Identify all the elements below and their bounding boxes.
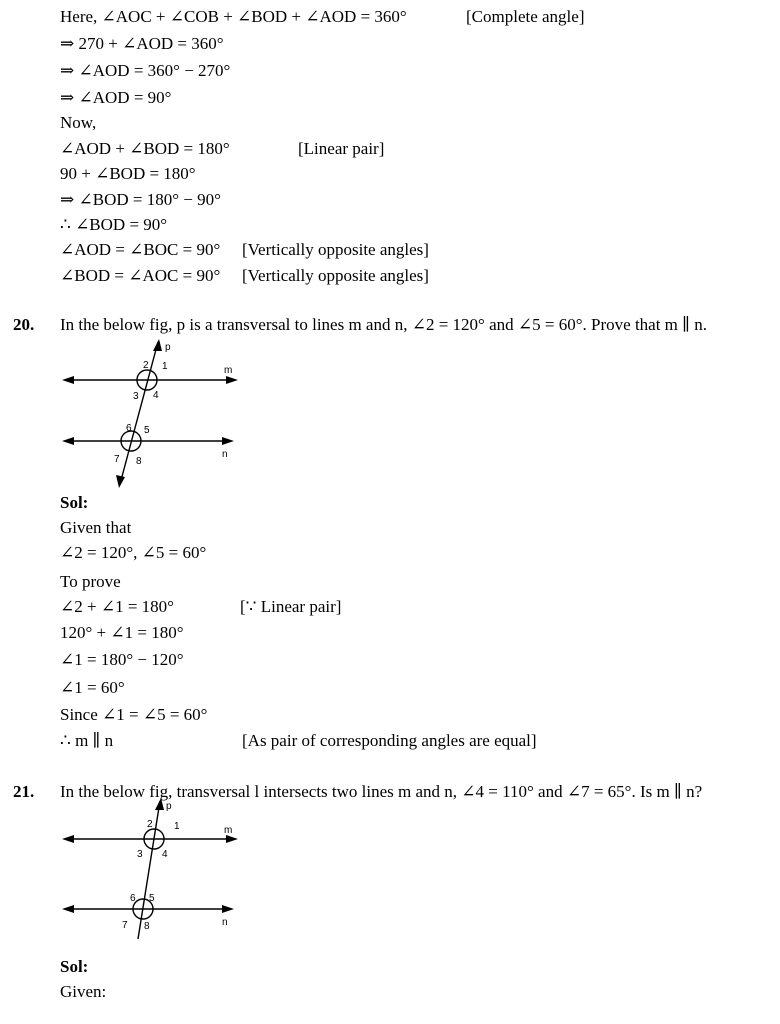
angle-label: 3 xyxy=(137,849,143,860)
angle-label: 7 xyxy=(122,920,128,931)
arrowhead xyxy=(222,905,234,913)
arrowhead xyxy=(222,437,234,445)
step-line: 90 + ∠BOD = 180° xyxy=(60,164,196,183)
label-n: n xyxy=(222,917,228,928)
step-reason: [Vertically opposite angles] xyxy=(242,240,429,259)
angle-label: 4 xyxy=(162,849,168,860)
arrowhead xyxy=(226,835,238,843)
question-number: 20. xyxy=(13,315,35,334)
step-reason: [∵ Linear pair] xyxy=(240,597,342,616)
step-line: ⇒ ∠BOD = 180° − 90° xyxy=(60,190,221,209)
step-reason: [As pair of corresponding angles are equal] xyxy=(242,731,537,750)
angle-label: 6 xyxy=(130,893,136,904)
angle-label: 8 xyxy=(144,921,150,932)
arrowhead xyxy=(62,835,74,843)
step-line: To prove xyxy=(60,572,121,591)
arrowhead xyxy=(62,905,74,913)
step-line: ∠2 = 120°, ∠5 = 60° xyxy=(60,543,207,562)
angle-label: 1 xyxy=(174,821,180,832)
step-line: ∠BOD = ∠AOC = 90° xyxy=(60,266,221,285)
step-reason: [Vertically opposite angles] xyxy=(242,266,429,285)
step-line: ∴ m ∥ n xyxy=(60,731,114,750)
arrowhead xyxy=(116,475,125,488)
step-line: Here, ∠AOC + ∠COB + ∠BOD + ∠AOD = 360° xyxy=(60,7,407,26)
arrowhead xyxy=(155,798,164,810)
step-line: ⇒ ∠AOD = 90° xyxy=(60,88,172,107)
label-m: m xyxy=(224,825,233,836)
angle-label: 7 xyxy=(114,454,120,465)
angle-label: 5 xyxy=(144,425,150,436)
angle-label: 2 xyxy=(147,819,153,830)
step-line: ⇒ ∠AOD = 360° − 270° xyxy=(60,61,231,80)
step-line: 120° + ∠1 = 180° xyxy=(60,623,184,642)
angle-label: 6 xyxy=(126,423,132,434)
transversal-figure xyxy=(58,338,248,490)
angle-label: 2 xyxy=(143,360,149,371)
step-line: ∠AOD + ∠BOD = 180° xyxy=(60,139,230,158)
step-reason: [Linear pair] xyxy=(298,139,385,158)
step-reason: [Complete angle] xyxy=(466,7,585,26)
angle-label: 1 xyxy=(162,361,168,372)
step-line: ∠AOD = ∠BOC = 90° xyxy=(60,240,221,259)
angle-label: 4 xyxy=(153,390,159,401)
arrowhead xyxy=(62,376,74,384)
label-n: n xyxy=(222,449,228,460)
question-text: In the below fig, transversal l intersects two lines m and n, ∠4 = 110° and ∠7 = 65°. Is m ∥ n? xyxy=(60,782,703,801)
step-line: ∠1 = 60° xyxy=(60,678,125,697)
arrowhead xyxy=(153,339,162,351)
question-text: In the below fig, p is a transversal to lines m and n, ∠2 = 120° and ∠5 = 60°. Prove that m ∥ n. xyxy=(60,315,708,334)
sol-heading: Sol: xyxy=(60,957,89,976)
angle-label: 3 xyxy=(133,391,139,402)
arrowhead xyxy=(62,437,74,445)
step-line: ∴ ∠BOD = 90° xyxy=(60,215,168,234)
step-line: ∠1 = 180° − 120° xyxy=(60,650,184,669)
step-line: ∠2 + ∠1 = 180° xyxy=(60,597,174,616)
label-p: p xyxy=(166,801,172,812)
angle-label: 5 xyxy=(149,893,155,904)
label-p: p xyxy=(165,342,171,353)
step-line: Since ∠1 = ∠5 = 60° xyxy=(60,705,208,724)
step-line: ⇒ 270 + ∠AOD = 360° xyxy=(60,34,224,53)
step-line: Given: xyxy=(60,982,107,1001)
step-line: Now, xyxy=(60,113,97,132)
angle-label: 8 xyxy=(136,456,142,467)
step-line: Given that xyxy=(60,518,132,537)
label-m: m xyxy=(224,365,233,376)
question-number: 21. xyxy=(13,782,35,801)
sol-heading: Sol: xyxy=(60,493,89,512)
arrowhead xyxy=(226,376,238,384)
transversal-figure xyxy=(58,797,248,945)
